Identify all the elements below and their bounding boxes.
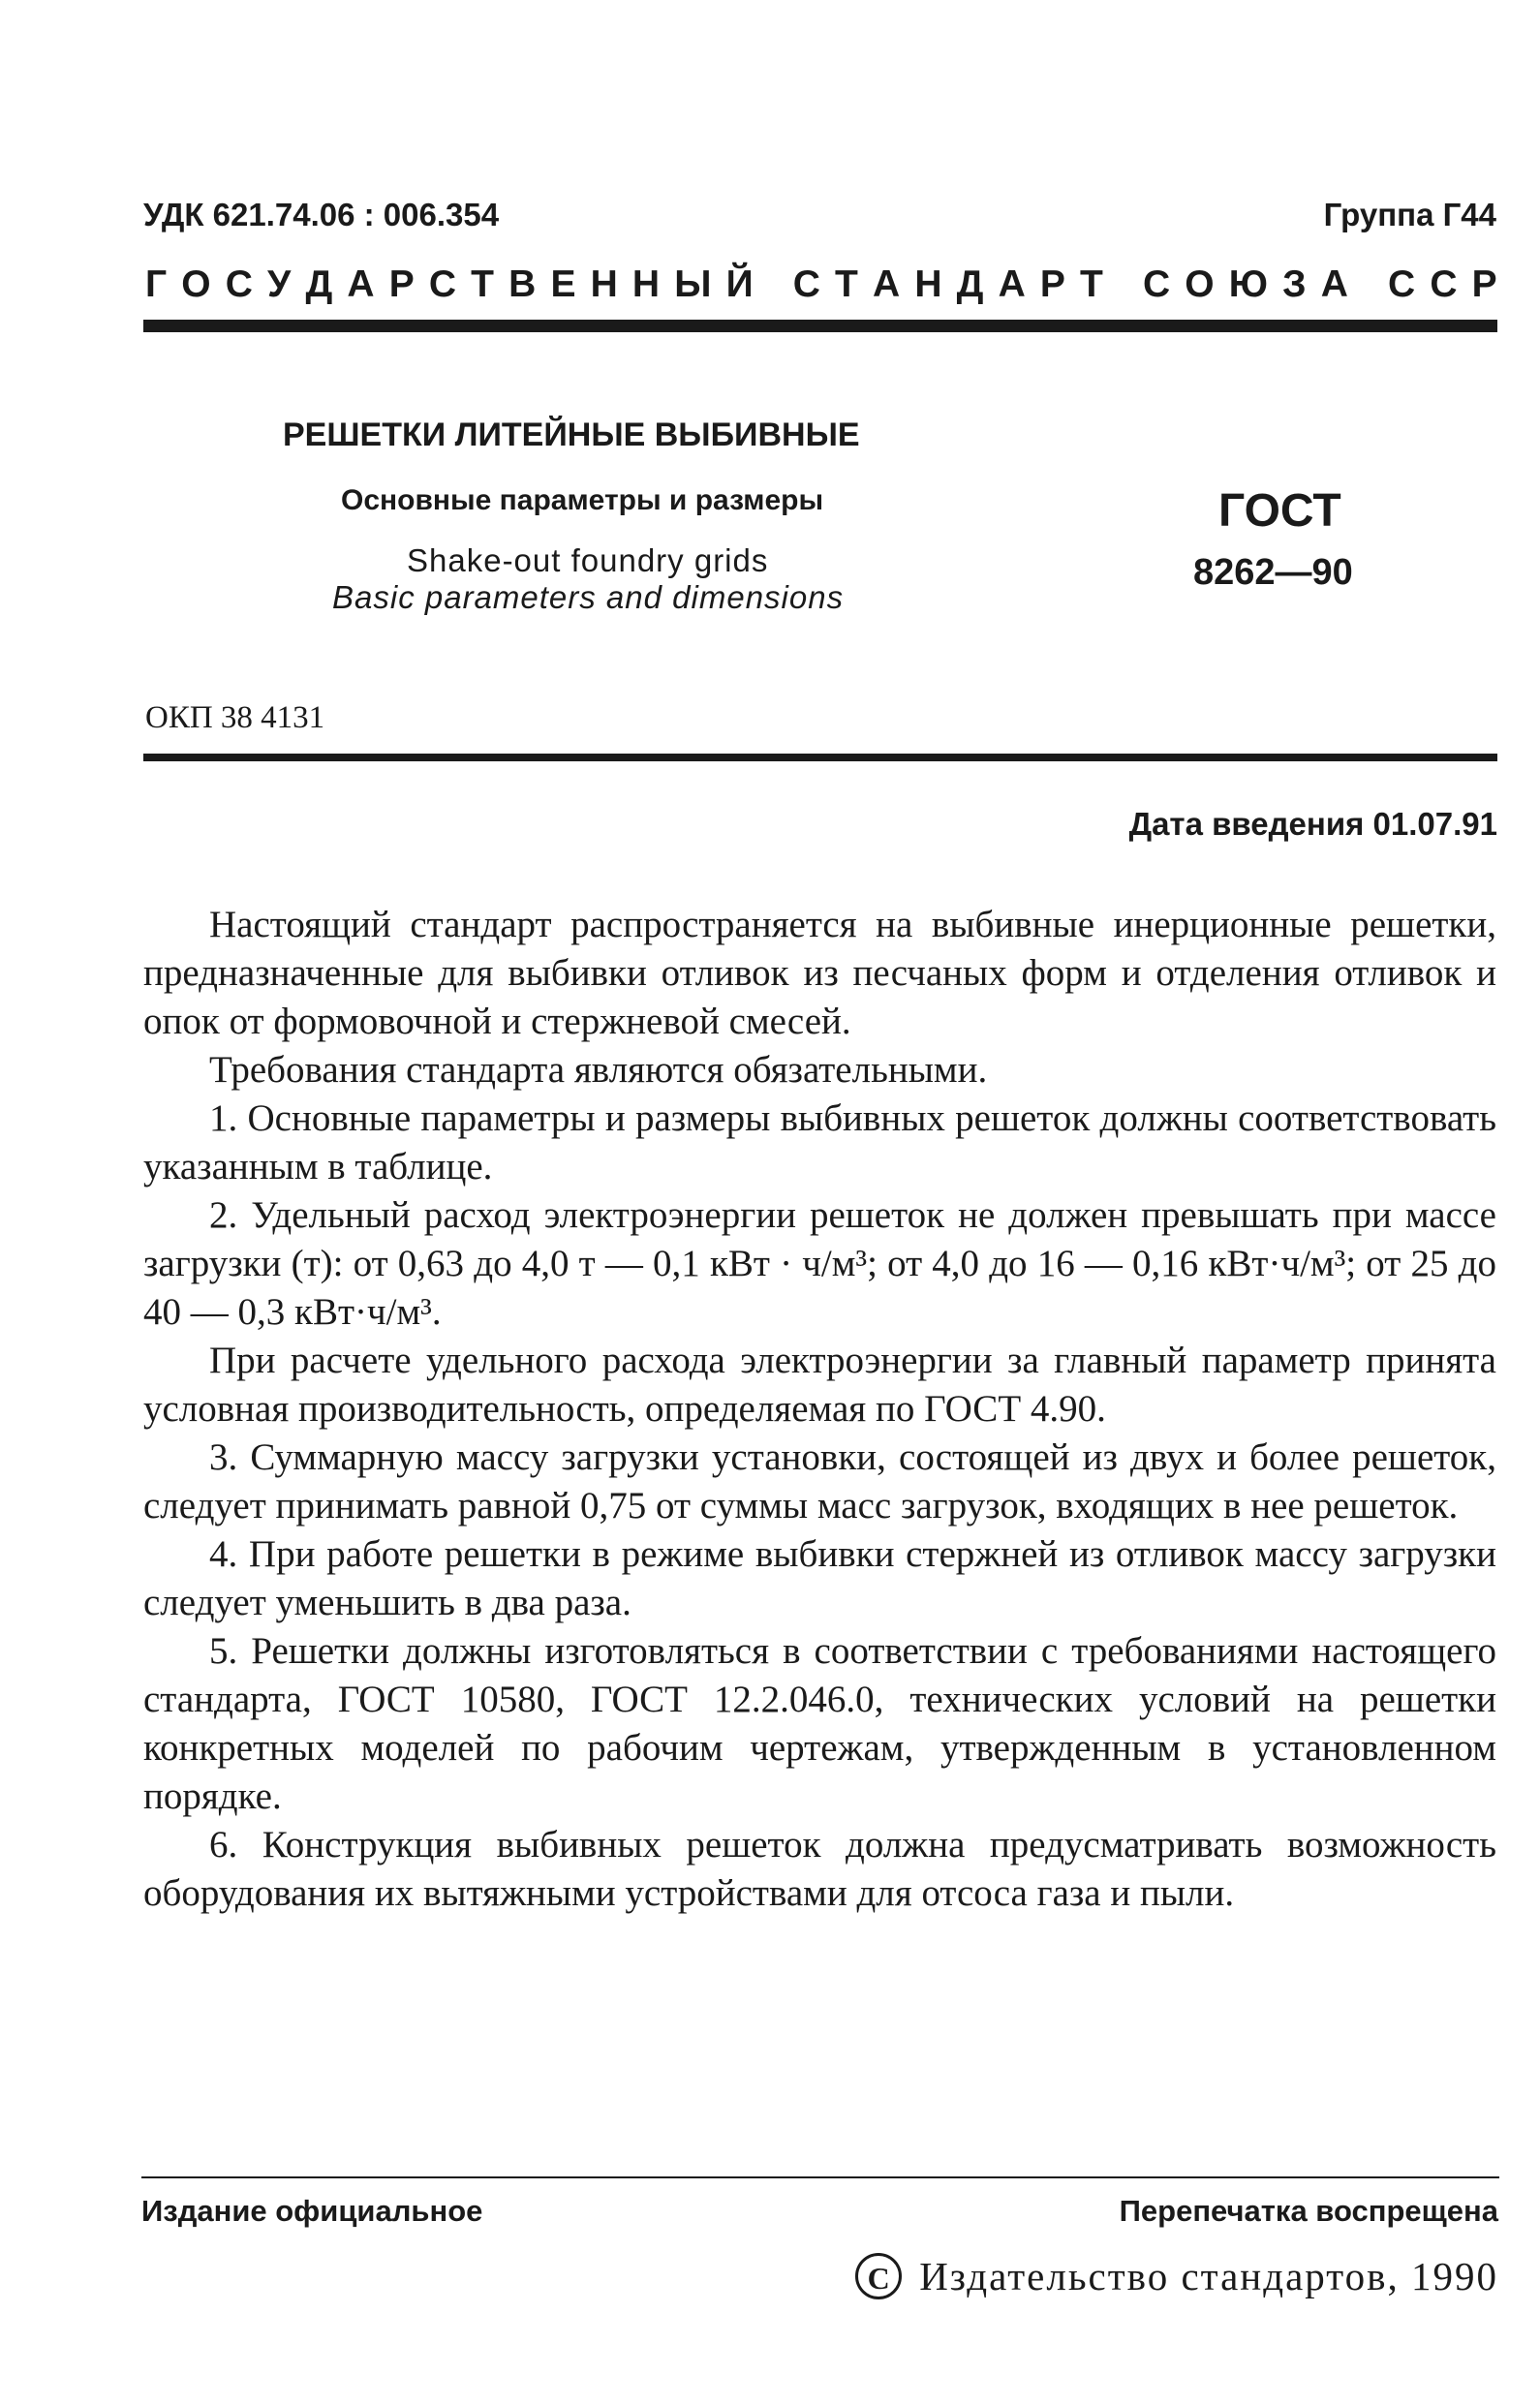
banner-letter: Т xyxy=(835,263,858,305)
banner-letter: Ы xyxy=(674,263,712,305)
clause-6: 6. Конструкция выбивных решеток должна предусматривать возможность оборудования их вытяжными устройствами для отсоса газа и пыли. xyxy=(143,1824,1496,1914)
banner-letter: А xyxy=(347,263,375,305)
header-rule xyxy=(143,320,1497,332)
banner-letter: О xyxy=(181,263,211,305)
banner-letter: С xyxy=(428,263,457,305)
english-title: Shake-out foundry grids xyxy=(407,542,769,578)
banner-letter: Р xyxy=(1039,263,1065,305)
clause-3: 3. Суммарную массу загрузки установки, состоящей из двух и более решеток, следует принимать равной 0,75 от суммы масс загрузок, входящих в нее решеток. xyxy=(143,1436,1496,1527)
banner-letter: Р xyxy=(1471,263,1497,305)
banner-letter: С xyxy=(1388,263,1416,305)
banner-letter: Д xyxy=(305,263,333,305)
banner-letter: С xyxy=(1430,263,1458,305)
document-title: РЕШЕТКИ ЛИТЕЙНЫЕ ВЫБИВНЫЕ xyxy=(283,416,860,453)
banner-letter: Й xyxy=(725,263,754,305)
footer-rule xyxy=(141,2176,1499,2178)
gost-label: ГОСТ xyxy=(1218,485,1341,537)
banner-letter: О xyxy=(1185,263,1215,305)
banner-letter: Н xyxy=(914,263,942,305)
publisher-line xyxy=(855,2253,1498,2299)
edition-label: Издание официальное xyxy=(141,2194,483,2228)
banner-letter: Ю xyxy=(1228,263,1268,305)
banner-letter: Е xyxy=(550,263,576,305)
banner-letter: В xyxy=(508,263,537,305)
banner-letter: С xyxy=(792,263,820,305)
banner-letter: А xyxy=(873,263,901,305)
banner-letter: Т xyxy=(471,263,494,305)
state-standard-banner xyxy=(145,263,1497,306)
banner-letter: А xyxy=(998,263,1026,305)
banner-letter: Н xyxy=(590,263,618,305)
gost-number: 8262—90 xyxy=(1193,552,1353,593)
clause-1: 1. Основные параметры и размеры выбивных решеток должны соответствовать указанным в таблице. xyxy=(143,1097,1496,1188)
banner-letter: С xyxy=(1142,263,1171,305)
copyright-icon: C xyxy=(855,2253,902,2299)
banner-letter xyxy=(1118,263,1128,306)
clause-4: 4. При работе решетки в режиме выбивки стержней из отливок массу загрузки следует уменьшить в два раза. xyxy=(143,1533,1496,1623)
udk-code: УДК 621.74.06 : 006.354 xyxy=(143,197,500,232)
english-subtitle: Basic parameters and dimensions xyxy=(332,579,845,615)
banner-letter: Г xyxy=(145,263,168,305)
banner-letter: А xyxy=(1320,263,1348,305)
clause-2-note: При расчете удельного расхода электроэнергии за главный параметр принята условная производительность, определяемая по ГОСТ 4.90. xyxy=(143,1340,1496,1430)
clause-2: 2. Удельный расход электроэнергии решеток не должен превышать при массе загрузки (т): от 0,63 до 4,0 т — 0,1 кВт · ч/м³; от 4,0 до 16 — 0,16 кВт·ч/м³; от 25 до 40 — 0,3 кВт·ч/м³. xyxy=(143,1194,1496,1333)
requirements-paragraph: Требования стандарта являются обязательными. xyxy=(209,1049,988,1091)
banner-letter: З xyxy=(1282,263,1307,305)
group-code: Группа Г44 xyxy=(1323,197,1496,232)
okp-code: ОКП 38 4131 xyxy=(145,700,325,735)
publisher-text: Издательство стандартов, 1990 xyxy=(919,2254,1498,2298)
clause-5: 5. Решетки должны изготовляться в соответствии с требованиями настоящего стандарта, ГОСТ 10580, ГОСТ 12.2.046.0, технических условий на решетки конкретных моделей по рабочим чертежам, утвержденным в установленном порядке. xyxy=(143,1630,1496,1817)
banner-letter xyxy=(1363,263,1373,306)
banner-letter: У xyxy=(267,263,292,305)
document-subtitle: Основные параметры и размеры xyxy=(341,484,824,516)
banner-letter: Н xyxy=(631,263,661,305)
banner-letter: Д xyxy=(956,263,984,305)
banner-letter xyxy=(768,263,779,306)
reprint-notice: Перепечатка воспрещена xyxy=(1119,2194,1498,2228)
banner-letter: Т xyxy=(1080,263,1103,305)
intro-paragraph: Настоящий стандарт распространяется на выбивные инерционные решетки, предназначенные для выбивки отливок из песчаных форм и отделения отливок и опок от формовочной и стержневой смесей. xyxy=(143,904,1496,1042)
effective-date: Дата введения 01.07.91 xyxy=(1128,806,1497,842)
body-text xyxy=(143,901,1496,1918)
banner-letter: Р xyxy=(388,263,415,305)
banner-letter: С xyxy=(225,263,253,305)
section-rule xyxy=(143,754,1497,761)
